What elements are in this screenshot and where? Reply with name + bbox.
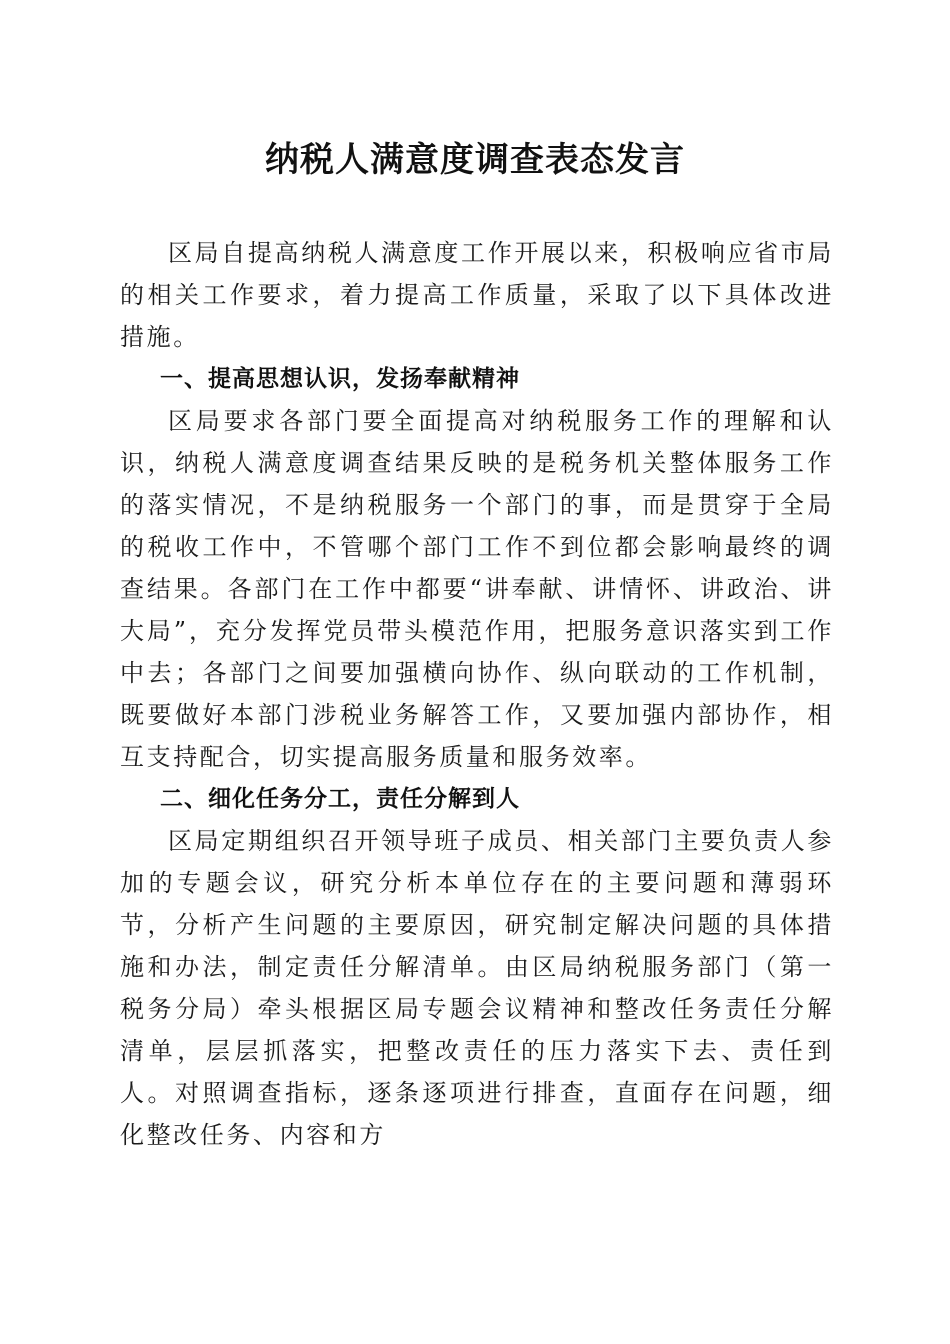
section-1-heading: 一、提高思想认识，发扬奉献精神 xyxy=(160,366,520,392)
document-body xyxy=(120,232,834,1156)
section-1-paragraph: 区局要求各部门要全面提高对纳税服务工作的理解和认识，纳税人满意度调查结果反映的是税务机关整体服务工作的落实情况，不是纳税服务一个部门的事，而是贯穿于全局的税收工作中，不管哪个部门工作不到位都会影响最终的调查结果。各部门在工作中都要“讲奉献、讲情怀、讲政治、讲大局”，充分发挥党员带头模范作用，把服务意识落实到工作中去；各部门之间要加强横向协作、纵向联动的工作机制，既要做好本部门涉税业务解答工作，又要加强内部协作，相互支持配合，切实提高服务质量和服务效率。 xyxy=(120,407,834,771)
intro-paragraph: 区局自提高纳税人满意度工作开展以来，积极响应省市局的相关工作要求，着力提高工作质量，采取了以下具体改进措施。 xyxy=(120,239,834,351)
section-2-heading: 二、细化任务分工，责任分解到人 xyxy=(160,786,520,812)
page-title: 纳税人满意度调查表态发言 xyxy=(265,140,685,180)
section-2-paragraph: 区局定期组织召开领导班子成员、相关部门主要负责人参加的专题会议，研究分析本单位存在的主要问题和薄弱环节，分析产生问题的主要原因，研究制定解决问题的具体措施和办法，制定责任分解清单。由区局纳税服务部门（第一税务分局）牵头根据区局专题会议精神和整改任务责任分解清单，层层抓落实，把整改责任的压力落实下去、责任到人。对照调查指标，逐条逐项进行排查，直面存在问题，细化整改任务、内容和方 xyxy=(120,827,834,1149)
